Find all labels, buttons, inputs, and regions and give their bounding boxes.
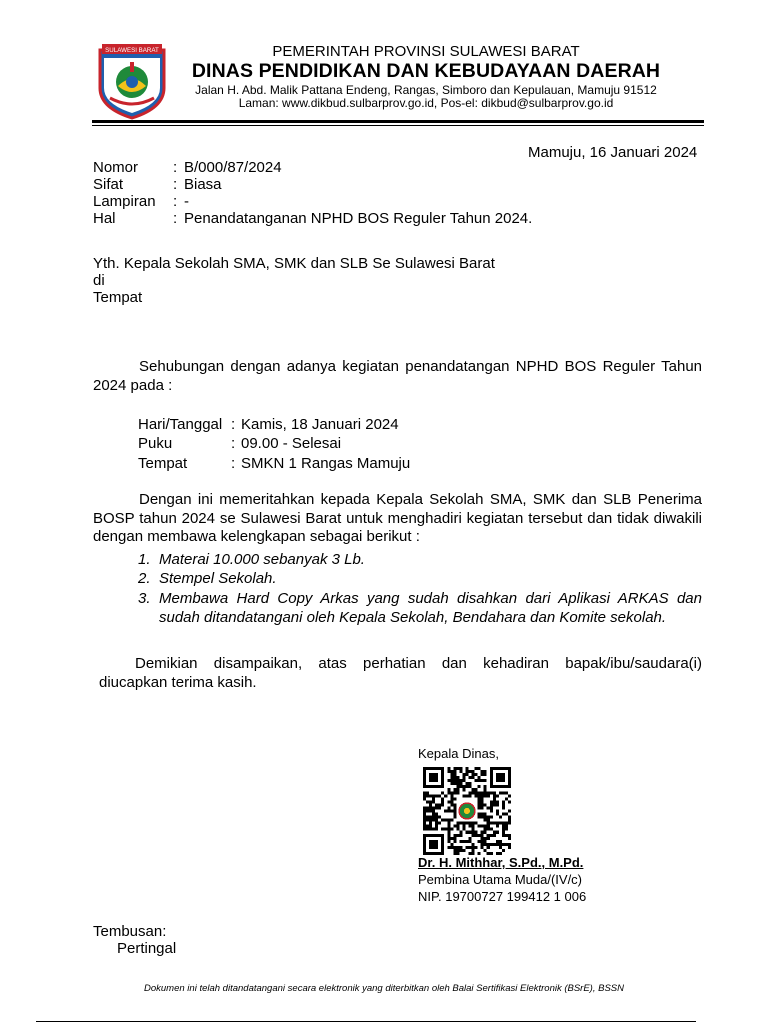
event-value-date: Kamis, 18 Januari 2024 [241,416,399,433]
meta-label: Sifat [93,176,124,193]
recipient-di: di [93,272,105,289]
letterhead-rule-thick [92,120,704,123]
event-label: Hari/Tanggal [138,416,223,433]
event-colon: : [231,416,236,433]
signer-title: Kepala Dinas, [418,746,499,761]
footer-rule [36,1021,696,1022]
agency-name: DINAS PENDIDIKAN DAN KEBUDAYAAN DAERAH [191,60,661,82]
agency-address: Jalan H. Abd. Malik Pattana Endeng, Rangas, Simboro dan Kepulauan, Mamuju 91512 [195,83,657,97]
body-paragraph-1: Sehubungan dengan adanya kegiatan penandatangan NPHD BOS Reguler Tahun 2024 pada : [93,358,702,394]
meta-label: Hal [93,210,116,227]
agency-contact: Laman: www.dikbud.sulbarprov.go.id, Pos-el: dikbud@sulbarprov.go.id [238,96,614,110]
signer-name: Dr. H. Mithhar, S.Pd., M.Pd. [418,855,584,870]
cc-item: Pertingal [117,940,177,957]
qr-code-signature [423,767,511,855]
meta-colon: : [173,193,178,210]
event-value-time: 09.00 - Selesai [241,435,342,452]
event-colon: : [231,435,236,452]
meta-value-sifat: Biasa [184,176,222,193]
logo-ribbon-text: SULAWESI BARAT [105,47,159,54]
province-logo [94,42,170,120]
e-signature-footer: Dokumen ini telah ditandatangani secara elektronik yang diterbitkan oleh Balai Sertifikasi Elektronik (BSrE), BSSN [144,983,624,994]
recipient-place: Tempat [93,289,143,306]
gov-name: PEMERINTAH PROVINSI SULAWESI BARAT [272,43,580,60]
event-label: Puku [138,435,173,452]
list-item: Membawa Hard Copy Arkas yang sudah disahkan dari Aplikasi ARKAS dan [159,590,702,607]
cc-label: Tembusan: [93,923,167,940]
list-item-number: 3. [138,590,151,607]
meta-value-hal: Penandatanganan NPHD BOS Reguler Tahun 2024. [184,210,533,227]
closing-paragraph: Demikian disampaikan, atas perhatian dan kehadiran bapak/ibu/saudara(i) diucapkan terima kasih. [99,655,702,691]
signer-nip: NIP. 19700727 199412 1 006 [418,889,587,904]
meta-colon: : [173,176,178,193]
meta-colon: : [173,210,178,227]
event-value-place: SMKN 1 Rangas Mamuju [241,455,411,472]
list-item: Materai 10.000 sebanyak 3 Lb. [159,551,365,568]
list-item-continued: sudah ditandatangani oleh Kepala Sekolah, Bendahara dan Komite sekolah. [159,609,667,626]
meta-value-nomor: B/000/87/2024 [184,159,282,176]
meta-value-lampiran: - [184,193,189,210]
meta-label: Lampiran [93,193,156,210]
event-label: Tempat [138,455,188,472]
meta-label: Nomor [93,159,139,176]
recipient-line: Yth. Kepala Sekolah SMA, SMK dan SLB Se Sulawesi Barat [93,255,495,272]
signer-rank: Pembina Utama Muda/(IV/c) [418,872,583,887]
body-paragraph-2: Dengan ini memeritahkan kepada Kepala Sekolah SMA, SMK dan SLB Penerima BOSP tahun 2024 se Sulawesi Barat untuk menghadiri kegiatan tersebut dan tidak diwakili dengan membawa kelengkapan sebagai berikut : [93,491,702,545]
meta-colon: : [173,159,178,176]
letter-date: Mamuju, 16 Januari 2024 [528,144,698,161]
list-item-number: 2. [138,570,151,587]
event-colon: : [231,455,236,472]
list-item: Stempel Sekolah. [159,570,277,587]
list-item-number: 1. [138,551,151,568]
letterhead-rule-thin [92,125,704,126]
